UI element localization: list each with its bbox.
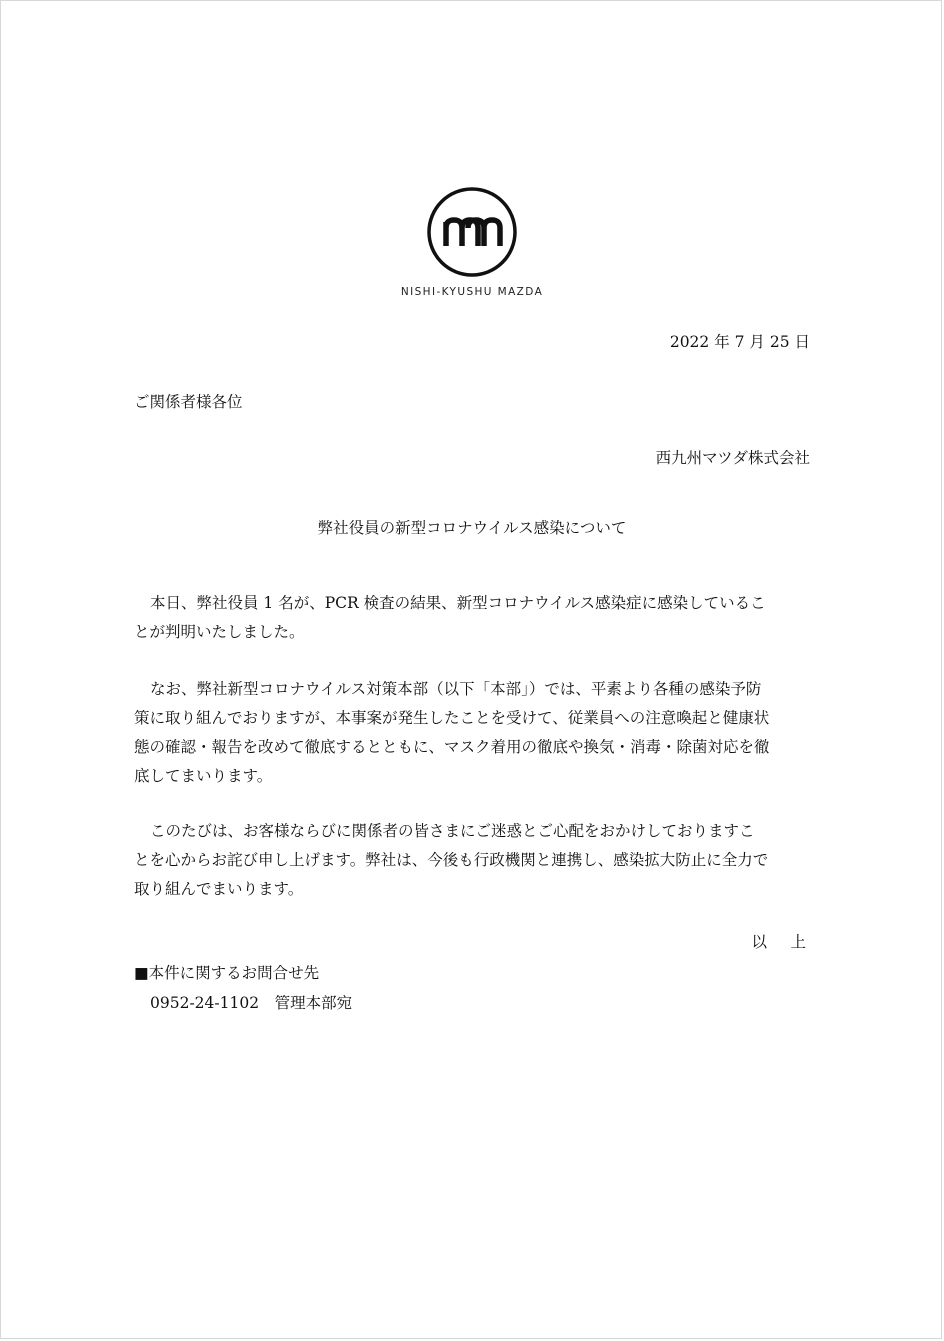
mm-monogram-icon bbox=[424, 184, 520, 280]
paragraph-line: 底してまいります。 bbox=[134, 767, 273, 785]
contact-heading: ■本件に関するお問合せ先 bbox=[134, 964, 320, 982]
sender-company: 西九州マツダ株式会社 bbox=[655, 449, 810, 467]
paragraph-line: 本日、弊社役員 1 名が、PCR 検査の結果、新型コロナウイルス感染症に感染しているこ bbox=[150, 594, 766, 612]
addressee: ご関係者様各位 bbox=[134, 393, 243, 411]
paragraph-line: とを心からお詫び申し上げます。弊社は、今後も行政機関と連携し、感染拡大防止に全力で bbox=[134, 851, 769, 869]
paragraph-2 bbox=[134, 675, 810, 791]
paragraph-line: 態の確認・報告を改めて徹底するとともに、マスク着用の徹底や換気・消毒・除菌対応を徹 bbox=[134, 738, 770, 756]
paragraph-1 bbox=[134, 589, 810, 647]
logo-wordmark: NISHI-KYUSHU MAZDA bbox=[400, 286, 544, 298]
closing-remark: 以 上 bbox=[751, 933, 810, 951]
paragraph-line: なお、弊社新型コロナウイルス対策本部（以下「本部」）では、平素より各種の感染予防 bbox=[150, 680, 762, 698]
contact-detail: 0952-24-1102 管理本部宛 bbox=[150, 994, 353, 1012]
document-date: 2022 年 7 月 25 日 bbox=[669, 333, 810, 351]
document-title: 弊社役員の新型コロナウイルス感染について bbox=[317, 519, 627, 537]
paragraph-line: 取り組んでまいります。 bbox=[134, 880, 304, 898]
paragraph-line: とが判明いたしました。 bbox=[134, 623, 305, 641]
paragraph-line: このたびは、お客様ならびに関係者の皆さまにご迷惑とご心配をおかけしておりますこ bbox=[150, 822, 755, 840]
paragraph-3 bbox=[134, 817, 810, 904]
paragraph-line: 策に取り組んでおりますが、本事案が発生したことを受けて、従業員への注意喚起と健康状 bbox=[134, 709, 770, 727]
company-logo bbox=[0, 184, 944, 298]
